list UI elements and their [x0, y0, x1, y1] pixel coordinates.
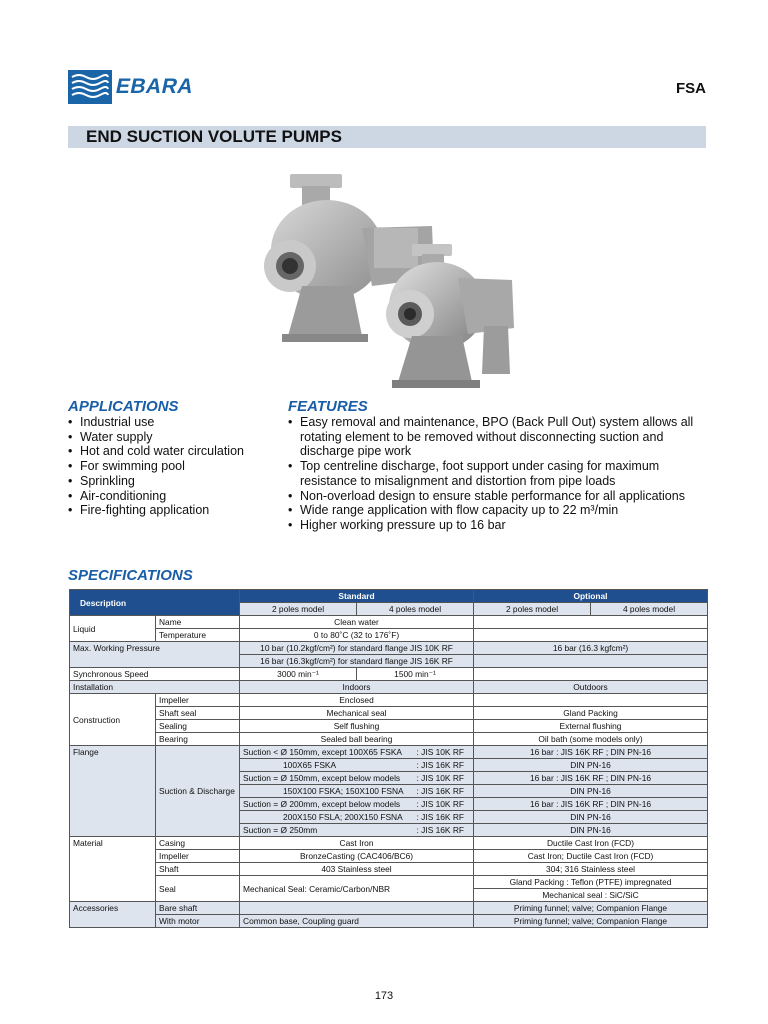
- standard-header: Standard: [240, 590, 474, 603]
- table-cell: Seal: [156, 876, 240, 902]
- list-item: • Sprinkling: [68, 474, 278, 489]
- list-item: • Air-conditioning: [68, 489, 278, 504]
- ebara-logo: [68, 70, 196, 104]
- table-row: [70, 590, 708, 603]
- table-cell: 2 poles model: [474, 603, 591, 616]
- flange-rule: Suction < Ø 150mm, except 100X65 FSKA: [243, 747, 402, 757]
- table-row: [70, 876, 708, 889]
- table-cell: Clean water: [240, 616, 474, 629]
- table-cell: 16 bar : JIS 16K RF ; DIN PN-16: [474, 798, 708, 811]
- table-cell: Ductile Cast Iron (FCD): [474, 837, 708, 850]
- table-row: [70, 720, 708, 733]
- table-cell: Outdoors: [474, 681, 708, 694]
- table-cell: Mechanical Seal: Ceramic/Carbon/NBR: [240, 876, 474, 902]
- flange-rule: 100X65 FSKA: [283, 760, 337, 770]
- table-row: [70, 668, 708, 681]
- list-item: • Water supply: [68, 430, 278, 445]
- list-item: • For swimming pool: [68, 459, 278, 474]
- table-cell: [240, 785, 474, 798]
- table-cell: Gland Packing : Teflon (PTFE) impregnated: [474, 876, 708, 889]
- table-cell: Suction & Discharge: [156, 746, 240, 837]
- table-cell: 10 bar (10.2kgf/cm²) for standard flange JIS 10K RF: [240, 642, 474, 655]
- table-row: [70, 707, 708, 720]
- list-item: • Industrial use: [68, 415, 278, 430]
- table-cell: Enclosed: [240, 694, 474, 707]
- list-item: • Non-overload design to ensure stable performance for all applications: [288, 489, 713, 504]
- flange-standard: : JIS 10K RF: [416, 799, 465, 809]
- table-cell: Bare shaft: [156, 902, 240, 915]
- table-cell: 16 bar : JIS 16K RF ; DIN PN-16: [474, 772, 708, 785]
- specifications-table: [69, 589, 708, 928]
- table-cell: Sealing: [156, 720, 240, 733]
- table-cell: DIN PN-16: [474, 811, 708, 824]
- table-cell: Cast Iron: [240, 837, 474, 850]
- table-cell: Flange: [70, 746, 156, 837]
- flange-standard: : JIS 10K RF: [416, 773, 465, 783]
- table-cell: Common base, Coupling guard: [240, 915, 474, 928]
- table-cell: Mechanical seal: [240, 707, 474, 720]
- table-cell: External flushing: [474, 720, 708, 733]
- flange-standard: : JIS 16K RF: [416, 760, 465, 770]
- table-cell: DIN PN-16: [474, 785, 708, 798]
- table-cell: 1500 min⁻¹: [357, 668, 474, 681]
- table-cell: Name: [156, 616, 240, 629]
- table-cell: Material: [70, 837, 156, 902]
- table-cell: Priming funnel; valve; Companion Flange: [474, 902, 708, 915]
- table-cell: 403 Stainless steel: [240, 863, 474, 876]
- table-row: [70, 746, 708, 759]
- table-cell: 16 bar (16.3 kgfcm²): [474, 642, 708, 655]
- table-cell: [240, 759, 474, 772]
- list-item: • Wide range application with flow capacity up to 22 m³/min: [288, 503, 713, 518]
- features-heading: FEATURES: [288, 398, 368, 415]
- table-cell: [474, 655, 708, 668]
- table-cell: Sealed ball bearing: [240, 733, 474, 746]
- table-cell: Installation: [70, 681, 240, 694]
- flange-rule: Suction = Ø 200mm, except below models: [243, 799, 401, 809]
- flange-standard: : JIS 16K RF: [416, 825, 465, 835]
- brand-name: EBARA: [113, 75, 196, 98]
- table-cell: [240, 746, 474, 759]
- features-list: [288, 415, 713, 533]
- table-row: [70, 850, 708, 863]
- list-item: • Top centreline discharge, foot support under casing for maximum resistance to misalignment and distortion from pipe loads: [288, 459, 713, 488]
- list-item: • Higher working pressure up to 16 bar: [288, 518, 713, 533]
- list-item: • Easy removal and maintenance, BPO (Back Pull Out) system allows all rotating element to be removed without disconnecting suction and discharge pipe work: [288, 415, 713, 459]
- applications-heading: APPLICATIONS: [68, 398, 179, 415]
- table-cell: [474, 668, 708, 681]
- table-row: [70, 837, 708, 850]
- page-title: END SUCTION VOLUTE PUMPS: [86, 127, 342, 146]
- table-cell: With motor: [156, 915, 240, 928]
- table-cell: Impeller: [156, 850, 240, 863]
- table-cell: [474, 629, 708, 642]
- table-cell: 4 poles model: [591, 603, 708, 616]
- table-cell: Liquid: [70, 616, 156, 642]
- table-row: [70, 616, 708, 629]
- specifications-heading: SPECIFICATIONS: [68, 567, 193, 584]
- table-cell: [240, 772, 474, 785]
- flange-standard: : JIS 10K RF: [416, 747, 465, 757]
- applications-list: [68, 415, 278, 518]
- table-cell: Temperature: [156, 629, 240, 642]
- table-cell: [240, 811, 474, 824]
- table-cell: 3000 min⁻¹: [240, 668, 357, 681]
- table-cell: Bearing: [156, 733, 240, 746]
- ebara-logo-icon: [68, 70, 112, 104]
- table-cell: Priming funnel; valve; Companion Flange: [474, 915, 708, 928]
- table-cell: Accessories: [70, 902, 156, 928]
- table-cell: 4 poles model: [357, 603, 474, 616]
- flange-rule: 200X150 FSLA; 200X150 FSNA: [283, 812, 403, 822]
- table-row: [70, 694, 708, 707]
- table-cell: BronzeCasting (CAC406/BC6): [240, 850, 474, 863]
- table-cell: Construction: [70, 694, 156, 746]
- table-cell: Casing: [156, 837, 240, 850]
- pump-photo: [262, 168, 522, 390]
- table-row: [70, 642, 708, 655]
- table-cell: [240, 824, 474, 837]
- table-cell: Gland Packing: [474, 707, 708, 720]
- table-cell: 16 bar : JIS 16K RF ; DIN PN-16: [474, 746, 708, 759]
- description-header: Description: [70, 590, 240, 616]
- table-cell: Shaft: [156, 863, 240, 876]
- table-cell: Shaft seal: [156, 707, 240, 720]
- table-row: [70, 902, 708, 915]
- table-cell: Mechanical seal : SiC/SiC: [474, 889, 708, 902]
- table-cell: [474, 694, 708, 707]
- table-row: [70, 863, 708, 876]
- table-row: [70, 915, 708, 928]
- flange-standard: : JIS 16K RF: [416, 786, 465, 796]
- table-cell: Oil bath (some models only): [474, 733, 708, 746]
- table-cell: DIN PN-16: [474, 824, 708, 837]
- table-cell: Max. Working Pressure: [70, 642, 240, 668]
- list-item: • Hot and cold water circulation: [68, 444, 278, 459]
- table-cell: 2 poles model: [240, 603, 357, 616]
- table-cell: Indoors: [240, 681, 474, 694]
- table-cell: [240, 798, 474, 811]
- page-number: 173: [374, 990, 394, 1002]
- series-code: FSA: [676, 80, 706, 97]
- table-cell: DIN PN-16: [474, 759, 708, 772]
- table-row: [70, 733, 708, 746]
- table-cell: [474, 616, 708, 629]
- table-cell: [240, 902, 474, 915]
- flange-rule: 150X100 FSKA; 150X100 FSNA: [283, 786, 404, 796]
- table-row: [70, 629, 708, 642]
- table-cell: Cast Iron; Ductile Cast Iron (FCD): [474, 850, 708, 863]
- flange-rule: Suction = Ø 150mm, except below models: [243, 773, 401, 783]
- table-cell: Synchronous Speed: [70, 668, 240, 681]
- table-cell: 16 bar (16.3kgf/cm²) for standard flange JIS 16K RF: [240, 655, 474, 668]
- list-item: • Fire-fighting application: [68, 503, 278, 518]
- table-cell: 304; 316 Stainless steel: [474, 863, 708, 876]
- table-cell: 0 to 80˚C (32 to 176˚F): [240, 629, 474, 642]
- table-cell: Self flushing: [240, 720, 474, 733]
- table-cell: Impeller: [156, 694, 240, 707]
- flange-standard: : JIS 16K RF: [416, 812, 465, 822]
- flange-rule: Suction = Ø 250mm: [243, 825, 318, 835]
- table-row: [70, 681, 708, 694]
- optional-header: Optional: [474, 590, 708, 603]
- title-band: [68, 126, 706, 148]
